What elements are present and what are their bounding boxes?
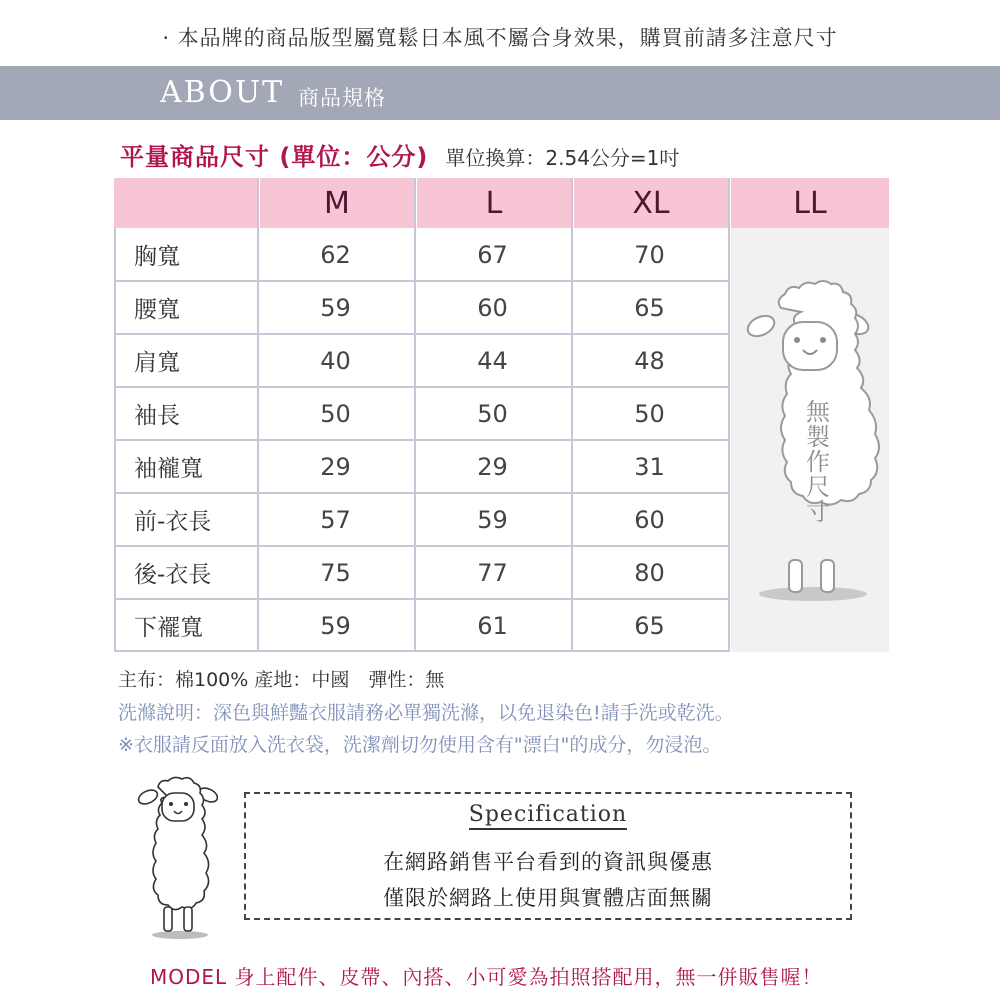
column-header-ll: LL xyxy=(731,178,889,228)
row-label: 肩寬 xyxy=(134,350,180,376)
about-title-zh: 商品規格 xyxy=(298,86,386,110)
table-cell: 50 xyxy=(634,399,665,428)
unit-conversion: 單位換算：2.54公分=1吋 xyxy=(445,146,680,170)
row-label: 腰寬 xyxy=(134,297,180,323)
table-cell: 59 xyxy=(320,611,351,640)
no-size-text: 無 製 作 尺 寸 xyxy=(806,398,830,526)
ll-unavailable-panel xyxy=(731,228,889,652)
row-label: 下襬寬 xyxy=(134,615,203,641)
table-cell: 50 xyxy=(320,399,351,428)
table-cell: 29 xyxy=(477,452,508,481)
size-table xyxy=(114,178,889,652)
table-cell: 80 xyxy=(634,558,665,587)
column-header-xl: XL xyxy=(574,178,728,228)
size-heading xyxy=(120,137,679,172)
table-cell: 62 xyxy=(320,240,351,269)
about-bar xyxy=(0,66,1000,120)
table-cell: 61 xyxy=(477,611,508,640)
model-note: MODEL 身上配件、皮帶、內搭、小可愛為拍照搭配用，無一併販售喔！ xyxy=(150,965,823,989)
table-cell: 75 xyxy=(320,558,351,587)
table-cell: 44 xyxy=(477,346,508,375)
table-cell: 31 xyxy=(634,452,665,481)
table-cell: 40 xyxy=(320,346,351,375)
table-cell: 65 xyxy=(634,293,665,322)
specification-title: Specification xyxy=(246,802,850,827)
washing-instruction: 洗滌說明：深色與鮮豔衣服請務必單獨洗滌，以免退染色!請手洗或乾洗。 xyxy=(118,702,734,724)
table-cell: 67 xyxy=(477,240,508,269)
washing-note: ※衣服請反面放入洗衣袋，洗潔劑切勿使用含有"漂白"的成分，勿浸泡。 xyxy=(118,734,722,756)
row-label: 後-衣長 xyxy=(134,562,212,588)
table-cell: 29 xyxy=(320,452,351,481)
table-cell: 59 xyxy=(477,505,508,534)
table-header-corner xyxy=(114,178,257,228)
row-label: 袖長 xyxy=(134,403,180,429)
about-title-en: ABOUT xyxy=(160,75,285,110)
table-cell: 48 xyxy=(634,346,665,375)
column-header-l: L xyxy=(417,178,571,228)
specification-line: 僅限於網路上使用與實體店面無關 xyxy=(383,886,713,910)
alpaca-icon xyxy=(136,775,218,945)
column-header-m: M xyxy=(260,178,414,228)
row-label: 袖襱寬 xyxy=(134,456,203,482)
table-cell: 57 xyxy=(320,505,351,534)
table-cell: 77 xyxy=(477,558,508,587)
notice-text: · 本品牌的商品版型屬寬鬆日本風不屬合身效果，購買前請多注意尺寸 xyxy=(162,26,838,50)
fabric-info: 主布：棉100% 產地：中國 彈性：無 xyxy=(118,669,445,691)
row-label: 前-衣長 xyxy=(134,509,212,535)
table-cell: 59 xyxy=(320,293,351,322)
table-cell: 50 xyxy=(477,399,508,428)
table-cell: 70 xyxy=(634,240,665,269)
table-cell: 65 xyxy=(634,611,665,640)
size-title: 平量商品尺寸 (單位：公分) xyxy=(120,143,429,171)
table-cell: 60 xyxy=(477,293,508,322)
specification-line: 在網路銷售平台看到的資訊與優惠 xyxy=(383,850,713,874)
specification-box xyxy=(244,792,852,920)
row-label: 胸寬 xyxy=(134,244,180,270)
table-cell: 60 xyxy=(634,505,665,534)
